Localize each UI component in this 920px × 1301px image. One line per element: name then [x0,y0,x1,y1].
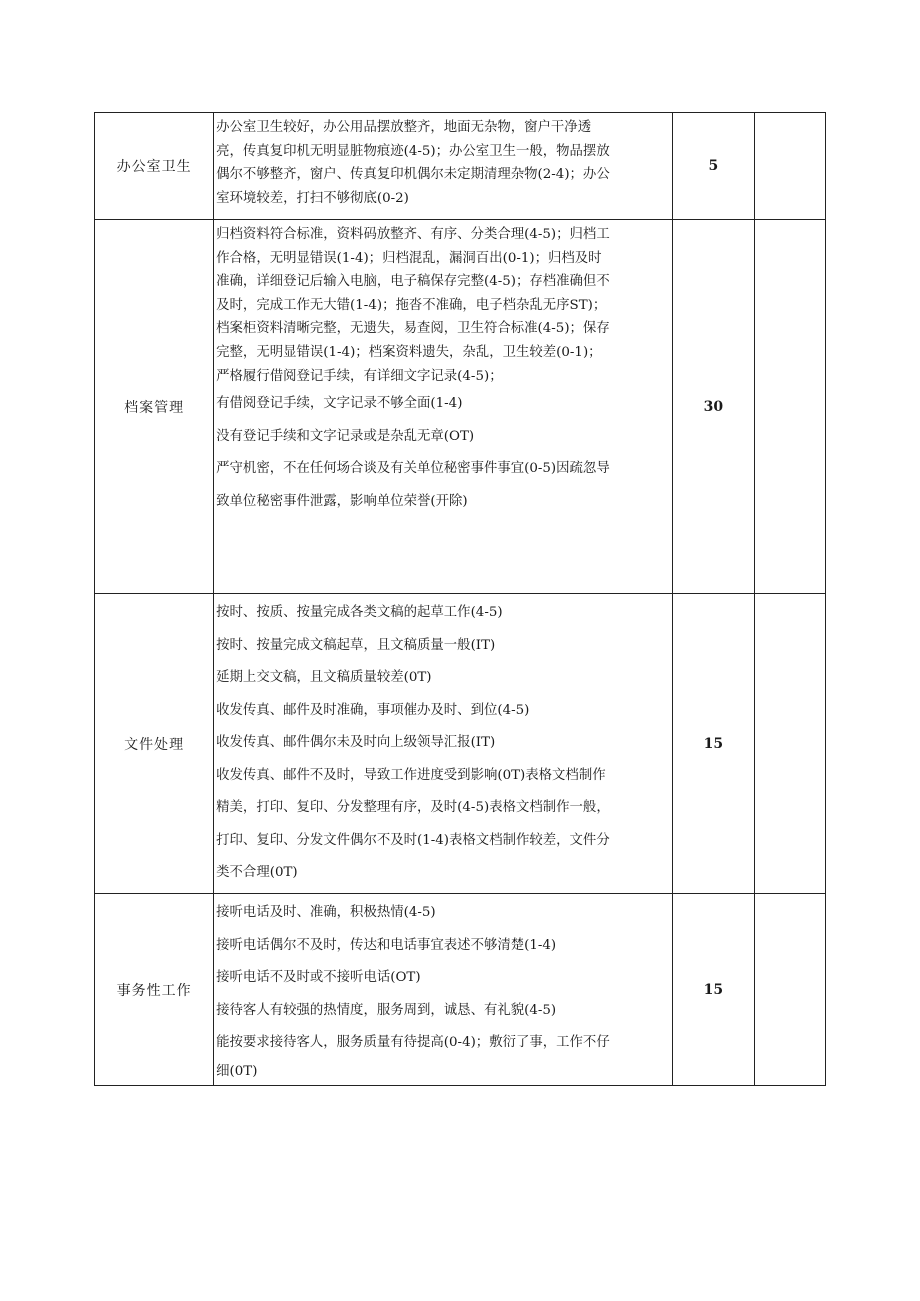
criteria-line: 延期上交文稿，且文稿质量较差(0T) [216,670,432,685]
score-cell: 15 [672,594,754,894]
criteria-line: 接待客人有较强的热情度，服务周到，诚恳、有礼貌(4-5) [216,1002,557,1018]
criteria-line: 收发传真、邮件及时准确，事项催办及时、到位(4-5) [216,702,530,718]
criteria-line: 收发传真、邮件不及时，导致工作进度受到影响(0T)表格文档制作 [216,767,606,783]
criteria-line: 收发传真、邮件偶尔未及时向上级领导汇报(IT) [216,735,496,750]
evaluation-table [94,112,826,1086]
rating-cell [754,594,825,894]
criteria-line: 没有登记手续和文字记录或是杂乱无章(OT) [216,428,475,444]
item-name-document-processing: 文件处理 [95,594,214,894]
table-row [95,594,826,894]
criteria-line: 亮，传真复印机无明显脏物痕迹(4-5)；办公室卫生一般，物品摆放 [216,143,610,159]
criteria-line: 细(0T) [216,1063,258,1079]
criteria-line: 精美，打印、复印、分发整理有序，及时(4-5)表格文档制作一般， [216,800,610,815]
rating-cell [754,894,825,1086]
criteria-line: 归档资料符合标准，资料码放整齐、有序、分类合理(4-5)；归档工 [216,227,610,242]
criteria-line: 严格履行借阅登记手续，有详细文字记录(4-5)； [216,368,503,384]
criteria-cell [214,594,673,894]
rating-cell [754,113,825,220]
rating-cell [754,220,825,594]
criteria-line: 及时，完成工作无大错(1-4)；拖沓不准确，电子档杂乱无序ST)； [216,297,607,313]
criteria-line: 办公室卫生较好，办公用品摆放整齐，地面无杂物，窗户干净透 [216,120,592,135]
table-row [95,220,826,594]
criteria-line: 接听电话偶尔不及时，传达和电话事宜表述不够清楚(1-4) [216,937,557,953]
item-name-office-hygiene: 办公室卫生 [95,113,214,220]
table-row [95,113,826,220]
table-row [95,894,826,1086]
criteria-line: 有借阅登记手续，文字记录不够全面(1-4) [216,396,463,412]
criteria-line: 偶尔不够整齐，窗户、传真复印机偶尔未定期清理杂物(2-4)；办公 [216,167,610,183]
criteria-line: 按时、按质、按量完成各类文稿的起草工作(4-5) [216,605,503,620]
criteria-line: 严守机密，不在任何场合谈及有关单位秘密事件事宜(0-5)因疏忽导 [216,461,610,477]
criteria-line: 接听电话及时、准确，积极热情(4-5) [216,905,436,920]
score-cell: 30 [672,220,754,594]
criteria-line: 能按要求接待客人，服务质量有待提高(0-4)；敷衍了事，工作不仔 [216,1035,610,1050]
criteria-line: 按时、按量完成文稿起草，且文稿质量一般(IT) [216,637,496,653]
criteria-line: 档案柜资料清晰完整，无遗失，易查阅，卫生符合标准(4-5)；保存 [216,321,610,337]
item-name-archive-management: 档案管理 [95,220,214,594]
score-cell: 5 [672,113,754,220]
criteria-cell [214,113,673,220]
criteria-line: 打印、复印、分发文件偶尔不及时(1-4)表格文档制作较差，文件分 [216,832,610,848]
criteria-line: 准确，详细登记后输入电脑，电子稿保存完整(4-5)；存档准确但不 [216,274,610,290]
criteria-line: 类不合理(0T) [216,865,298,880]
criteria-cell [214,220,673,594]
criteria-line: 作合格，无明显错误(1-4)；归档混乱，漏洞百出(0-1)；归档及时 [216,250,602,266]
criteria-line: 接听电话不及时或不接听电话(OT) [216,970,421,985]
item-name-administrative-work: 事务性工作 [95,894,214,1086]
criteria-cell [214,894,673,1086]
criteria-line: 致单位秘密事件泄露，影响单位荣誉(开除) [216,493,468,509]
criteria-line: 室环境较差，打扫不够彻底(0-2) [216,190,409,206]
score-cell: 15 [672,894,754,1086]
criteria-line: 完整，无明显错误(1-4)；档案资料遗失，杂乱，卫生较差(0-1)； [216,344,602,360]
